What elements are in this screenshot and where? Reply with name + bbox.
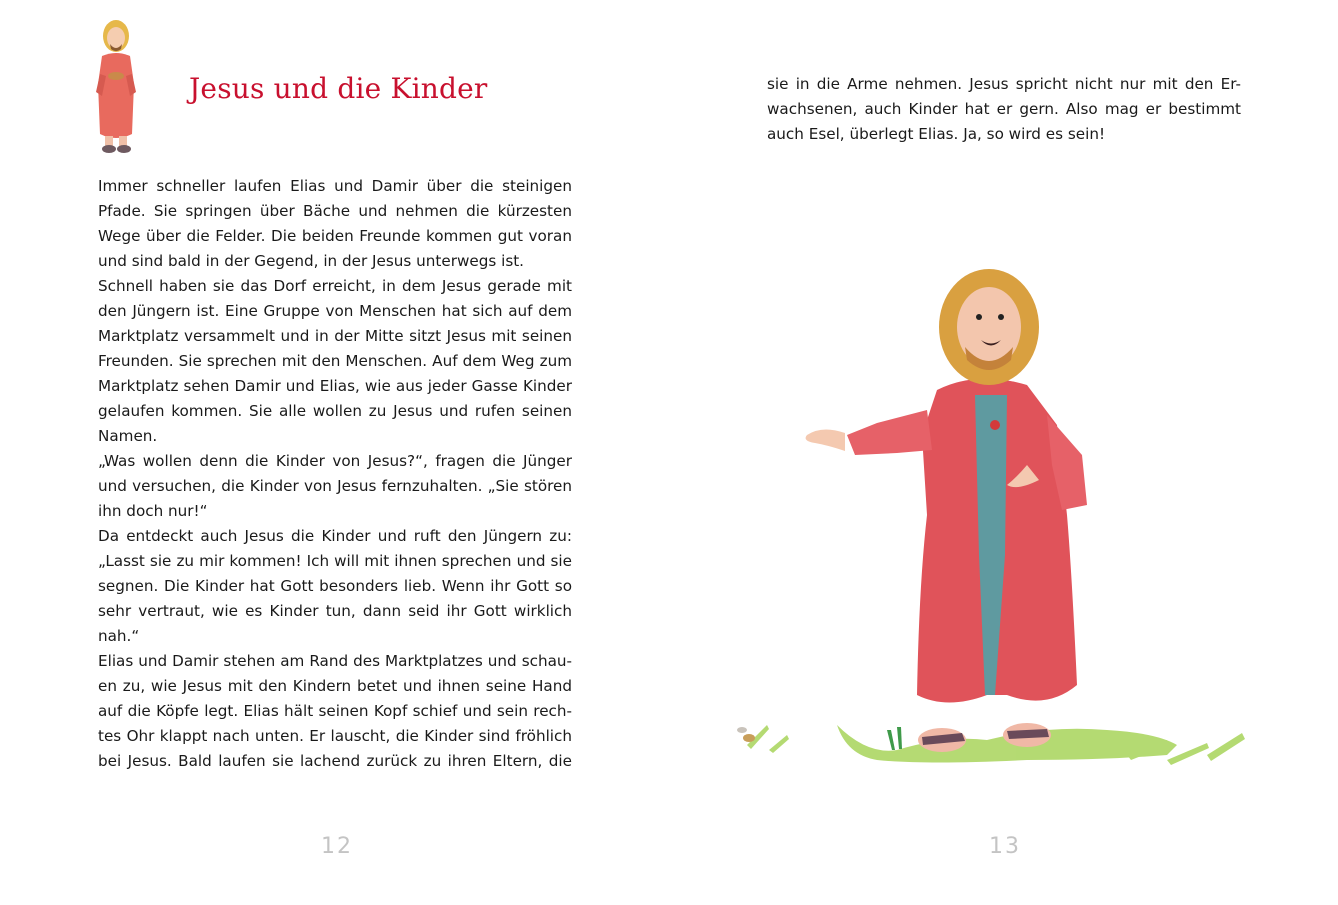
- text-line: en zu, wie Jesus mit den Kindern betet und ihnen seine Hand: [98, 677, 572, 695]
- text-line: Da entdeckt auch Jesus die Kinder und ruft den Jüngern zu:: [98, 527, 572, 545]
- text-line: nah.“: [98, 627, 140, 645]
- text-line: bei Jesus. Bald laufen sie lachend zurück zu ihren Eltern, die: [98, 752, 572, 770]
- text-line: und versuchen, die Kinder von Jesus fernzuhalten. „Sie stören: [98, 477, 572, 495]
- text-line: Marktplatz sehen Damir und Elias, wie aus jeder Gasse Kinder: [98, 377, 572, 395]
- text-line: sehr vertraut, wie es Kinder tun, dann seid ihr Gott wirklich: [98, 602, 572, 620]
- text-line: Pfade. Sie springen über Bäche und nehmen die kürzesten: [98, 202, 572, 220]
- text-line: Wege über die Felder. Die beiden Freunde kommen gut voran: [98, 227, 572, 245]
- page-number-left: 12: [321, 834, 353, 859]
- text-line: den Jüngern ist. Eine Gruppe von Menschen hat sich auf dem: [98, 302, 572, 320]
- text-line: Schnell haben sie das Dorf erreicht, in dem Jesus gerade mit: [98, 277, 572, 295]
- text-line: Elias und Damir stehen am Rand des Marktplatzes und schau-: [98, 652, 572, 670]
- text-line: Immer schneller laufen Elias und Damir über die steinigen: [98, 177, 572, 195]
- page-number-right: 13: [989, 834, 1021, 859]
- text-line: Namen.: [98, 427, 158, 445]
- text-line: sie in die Arme nehmen. Jesus spricht nicht nur mit den Er-: [767, 75, 1241, 93]
- text-line: wachsenen, auch Kinder hat er gern. Also mag er bestimmt: [767, 100, 1241, 118]
- text-line: gelaufen kommen. Sie alle wollen zu Jesus und rufen seinen: [98, 402, 572, 420]
- text-line: „Was wollen denn die Kinder von Jesus?“, fragen die Jünger: [98, 452, 572, 470]
- text-line: und sind bald in der Gegend, in der Jesus unterwegs ist.: [98, 252, 525, 270]
- text-line: ihn doch nur!“: [98, 502, 208, 520]
- text-line: Freunden. Sie sprechen mit den Menschen. Auf dem Weg zum: [98, 352, 572, 370]
- story-text-left: [98, 174, 572, 774]
- jesus-thumbnail-icon: [88, 14, 144, 156]
- text-line: Marktplatz versammelt und in der Mitte sitzt Jesus mit seinen: [98, 327, 572, 345]
- right-page: [669, 0, 1338, 905]
- jesus-illustration-icon: [727, 255, 1262, 790]
- text-line: tes Ohr klappt nach unten. Er lauscht, die Kinder sind fröhlich: [98, 727, 572, 745]
- text-line: auch Esel, überlegt Elias. Ja, so wird es sein!: [767, 125, 1106, 143]
- text-line: „Lasst sie zu mir kommen! Ich will mit ihnen sprechen und sie: [98, 552, 572, 570]
- text-line: auf die Köpfe legt. Elias hält seinen Kopf schief und sein rech-: [98, 702, 572, 720]
- story-text-right: [767, 72, 1241, 147]
- text-line: segnen. Die Kinder hat Gott besonders lieb. Wenn ihr Gott so: [98, 577, 572, 595]
- story-title: Jesus und die Kinder: [189, 72, 488, 105]
